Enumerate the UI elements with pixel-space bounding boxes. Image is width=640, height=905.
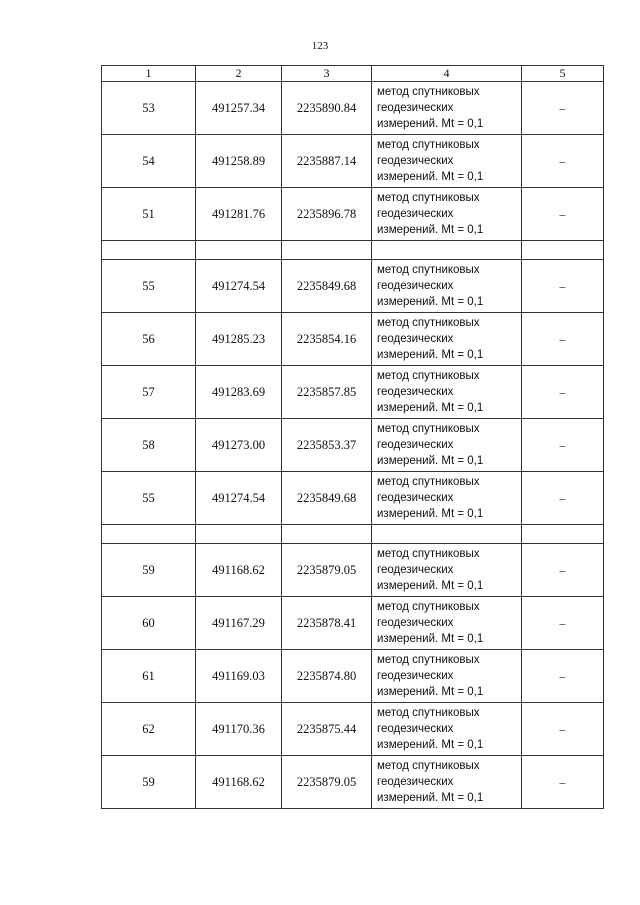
method-cell xyxy=(372,366,522,419)
method-line: измерений. Mt = 0,1 xyxy=(377,118,484,130)
column-5-cell: – xyxy=(522,472,604,525)
column-5-cell: – xyxy=(522,703,604,756)
spacer-cell xyxy=(522,525,604,544)
point-number-cell: 59 xyxy=(102,544,196,597)
table-spacer-row xyxy=(102,241,604,260)
x-coordinate-cell: 491169.03 xyxy=(196,650,282,703)
method-line: измерений. Mt = 0,1 xyxy=(377,402,484,414)
x-coordinate-cell: 491273.00 xyxy=(196,419,282,472)
spacer-cell xyxy=(282,241,372,260)
header-col-5: 5 xyxy=(522,66,604,82)
method-cell xyxy=(372,313,522,366)
column-5-cell: – xyxy=(522,135,604,188)
column-5-cell: – xyxy=(522,82,604,135)
method-cell xyxy=(372,756,522,809)
method-line: геодезических xyxy=(377,208,454,220)
method-line: метод спутниковых xyxy=(377,86,480,98)
table-row xyxy=(102,188,604,241)
method-cell xyxy=(372,188,522,241)
table-row xyxy=(102,650,604,703)
method-line: геодезических xyxy=(377,280,454,292)
table-row xyxy=(102,366,604,419)
method-line: метод спутниковых xyxy=(377,548,480,560)
point-number-cell: 55 xyxy=(102,472,196,525)
table-body xyxy=(102,82,604,809)
method-line: геодезических xyxy=(377,670,454,682)
method-cell xyxy=(372,82,522,135)
method-line: измерений. Mt = 0,1 xyxy=(377,633,484,645)
method-line: измерений. Mt = 0,1 xyxy=(377,792,484,804)
method-line: измерений. Mt = 0,1 xyxy=(377,686,484,698)
column-5-cell: – xyxy=(522,419,604,472)
spacer-cell xyxy=(372,525,522,544)
x-coordinate-cell: 491274.54 xyxy=(196,472,282,525)
table-row xyxy=(102,597,604,650)
method-line: метод спутниковых xyxy=(377,654,480,666)
method-line: геодезических xyxy=(377,617,454,629)
y-coordinate-cell: 2235849.68 xyxy=(282,472,372,525)
spacer-cell xyxy=(282,525,372,544)
method-line: измерений. Mt = 0,1 xyxy=(377,296,484,308)
x-coordinate-cell: 491170.36 xyxy=(196,703,282,756)
method-cell xyxy=(372,544,522,597)
header-col-2: 2 xyxy=(196,66,282,82)
method-cell xyxy=(372,260,522,313)
y-coordinate-cell: 2235857.85 xyxy=(282,366,372,419)
method-line: геодезических xyxy=(377,492,454,504)
point-number-cell: 53 xyxy=(102,82,196,135)
method-line: геодезических xyxy=(377,386,454,398)
y-coordinate-cell: 2235854.16 xyxy=(282,313,372,366)
point-number-cell: 51 xyxy=(102,188,196,241)
column-5-cell: – xyxy=(522,544,604,597)
method-line: геодезических xyxy=(377,439,454,451)
column-5-cell: – xyxy=(522,366,604,419)
method-cell xyxy=(372,597,522,650)
method-line: метод спутниковых xyxy=(377,264,480,276)
point-number-cell: 57 xyxy=(102,366,196,419)
x-coordinate-cell: 491283.69 xyxy=(196,366,282,419)
method-line: измерений. Mt = 0,1 xyxy=(377,171,484,183)
column-5-cell: – xyxy=(522,260,604,313)
x-coordinate-cell: 491168.62 xyxy=(196,544,282,597)
header-col-1: 1 xyxy=(102,66,196,82)
header-col-3: 3 xyxy=(282,66,372,82)
method-cell xyxy=(372,135,522,188)
method-cell xyxy=(372,650,522,703)
table-row xyxy=(102,703,604,756)
spacer-cell xyxy=(102,525,196,544)
method-line: геодезических xyxy=(377,776,454,788)
table-row xyxy=(102,135,604,188)
method-line: геодезических xyxy=(377,723,454,735)
table-row xyxy=(102,544,604,597)
spacer-cell xyxy=(372,241,522,260)
method-line: метод спутниковых xyxy=(377,760,480,772)
y-coordinate-cell: 2235879.05 xyxy=(282,544,372,597)
x-coordinate-cell: 491257.34 xyxy=(196,82,282,135)
table-row xyxy=(102,313,604,366)
method-line: геодезических xyxy=(377,102,454,114)
x-coordinate-cell: 491274.54 xyxy=(196,260,282,313)
point-number-cell: 55 xyxy=(102,260,196,313)
x-coordinate-cell: 491285.23 xyxy=(196,313,282,366)
header-col-4: 4 xyxy=(372,66,522,82)
point-number-cell: 59 xyxy=(102,756,196,809)
spacer-cell xyxy=(522,241,604,260)
coordinates-table xyxy=(101,65,604,809)
page-number: 123 xyxy=(311,40,329,52)
table-row xyxy=(102,260,604,313)
y-coordinate-cell: 2235890.84 xyxy=(282,82,372,135)
method-cell xyxy=(372,703,522,756)
table-header-row xyxy=(102,66,604,82)
method-line: метод спутниковых xyxy=(377,423,480,435)
column-5-cell: – xyxy=(522,597,604,650)
table-row xyxy=(102,472,604,525)
spacer-cell xyxy=(196,525,282,544)
column-5-cell: – xyxy=(522,650,604,703)
method-line: измерений. Mt = 0,1 xyxy=(377,224,484,236)
y-coordinate-cell: 2235875.44 xyxy=(282,703,372,756)
method-line: геодезических xyxy=(377,333,454,345)
x-coordinate-cell: 491281.76 xyxy=(196,188,282,241)
table-row xyxy=(102,419,604,472)
y-coordinate-cell: 2235879.05 xyxy=(282,756,372,809)
column-5-cell: – xyxy=(522,188,604,241)
x-coordinate-cell: 491258.89 xyxy=(196,135,282,188)
y-coordinate-cell: 2235878.41 xyxy=(282,597,372,650)
y-coordinate-cell: 2235874.80 xyxy=(282,650,372,703)
method-line: метод спутниковых xyxy=(377,192,480,204)
point-number-cell: 58 xyxy=(102,419,196,472)
column-5-cell: – xyxy=(522,756,604,809)
method-line: геодезических xyxy=(377,564,454,576)
spacer-cell xyxy=(102,241,196,260)
x-coordinate-cell: 491167.29 xyxy=(196,597,282,650)
x-coordinate-cell: 491168.62 xyxy=(196,756,282,809)
column-5-cell: – xyxy=(522,313,604,366)
method-line: метод спутниковых xyxy=(377,370,480,382)
method-line: метод спутниковых xyxy=(377,601,480,613)
method-line: метод спутниковых xyxy=(377,476,480,488)
spacer-cell xyxy=(196,241,282,260)
method-line: измерений. Mt = 0,1 xyxy=(377,508,484,520)
method-line: метод спутниковых xyxy=(377,707,480,719)
y-coordinate-cell: 2235849.68 xyxy=(282,260,372,313)
y-coordinate-cell: 2235896.78 xyxy=(282,188,372,241)
table-row xyxy=(102,756,604,809)
point-number-cell: 61 xyxy=(102,650,196,703)
method-line: метод спутниковых xyxy=(377,139,480,151)
y-coordinate-cell: 2235887.14 xyxy=(282,135,372,188)
table-spacer-row xyxy=(102,525,604,544)
method-cell xyxy=(372,419,522,472)
method-line: измерений. Mt = 0,1 xyxy=(377,455,484,467)
y-coordinate-cell: 2235853.37 xyxy=(282,419,372,472)
point-number-cell: 54 xyxy=(102,135,196,188)
point-number-cell: 60 xyxy=(102,597,196,650)
method-cell xyxy=(372,472,522,525)
table-row xyxy=(102,82,604,135)
method-line: измерений. Mt = 0,1 xyxy=(377,349,484,361)
method-line: измерений. Mt = 0,1 xyxy=(377,739,484,751)
method-line: метод спутниковых xyxy=(377,317,480,329)
method-line: геодезических xyxy=(377,155,454,167)
method-line: измерений. Mt = 0,1 xyxy=(377,580,484,592)
point-number-cell: 62 xyxy=(102,703,196,756)
point-number-cell: 56 xyxy=(102,313,196,366)
